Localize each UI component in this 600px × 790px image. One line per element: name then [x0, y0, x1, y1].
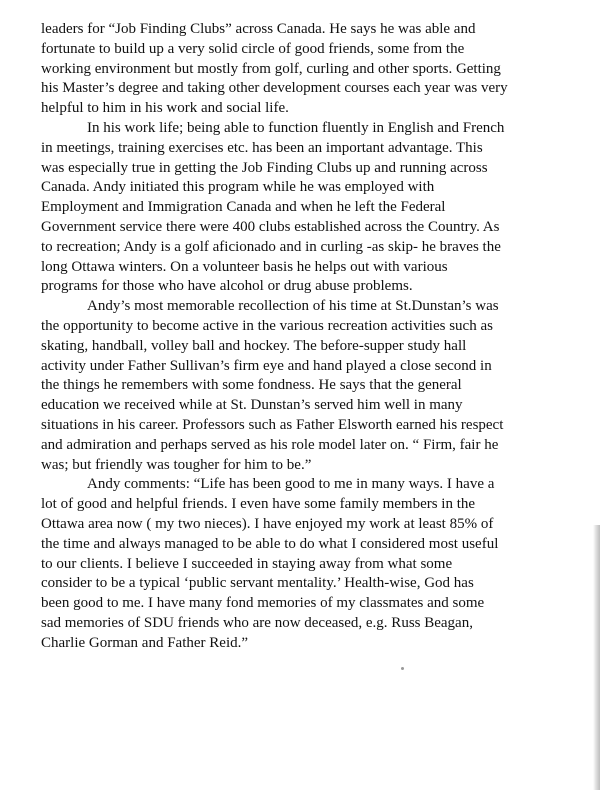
text-line: the time and always managed to be able to do what I considered most useful [41, 535, 499, 552]
text-line: Andy’s most memorable recollection of his time at St.Dunstan’s was [87, 298, 499, 315]
document-body [41, 20, 573, 654]
text-line: to recreation; Andy is a golf aficionado and in curling -as skip- he braves the [41, 238, 501, 255]
text-line: his Master’s degree and taking other development courses each year was very [41, 80, 508, 97]
text-line: and admiration and perhaps served as his role model later on. “ Firm, fair he [41, 436, 499, 453]
text-line: the opportunity to become active in the various recreation activities such as [41, 317, 493, 334]
paragraph [41, 297, 573, 475]
text-line: Ottawa area now ( my two nieces). I have enjoyed my work at least 85% of [41, 515, 494, 532]
text-line: helpful to him in his work and social life. [41, 100, 289, 117]
text-line: the things he remembers with some fondness. He says that the general [41, 377, 462, 394]
text-line: In his work life; being able to function fluently in English and French [87, 119, 505, 136]
text-line: skating, handball, volley ball and hockey. The before-supper study hall [41, 337, 467, 354]
text-line: in meetings, training exercises etc. has been an important advantage. This [41, 139, 483, 156]
paragraph [41, 119, 573, 297]
text-line: consider to be a typical ‘public servant mentality.’ Health-wise, God has [41, 575, 474, 592]
text-line: lot of good and helpful friends. I even have some family members in the [41, 496, 476, 513]
text-line: been good to me. I have many fond memories of my classmates and some [41, 595, 485, 612]
text-line: was; but friendly was tougher for him to be.” [41, 456, 312, 473]
text-line: sad memories of SDU friends who are now deceased, e.g. Russ Beagan, [41, 614, 473, 631]
text-line: to our clients. I believe I succeeded in staying away from what some [41, 555, 453, 572]
text-line: Government service there were 400 clubs established across the Country. As [41, 218, 500, 235]
text-line: working environment but mostly from golf, curling and other sports. Getting [41, 60, 501, 77]
scan-speck [401, 667, 404, 670]
text-line: was especially true in getting the Job Finding Clubs up and running across [41, 159, 488, 176]
text-line: Employment and Immigration Canada and when he left the Federal [41, 199, 446, 216]
text-line: Canada. Andy initiated this program while he was employed with [41, 179, 435, 196]
scan-edge-shadow [593, 525, 600, 790]
text-line: long Ottawa winters. On a volunteer basis he helps out with various [41, 258, 448, 275]
text-line: programs for those who have alcohol or drug abuse problems. [41, 278, 413, 295]
text-line: situations in his career. Professors such as Father Elsworth earned his respect [41, 416, 504, 433]
text-line: Andy comments: “Life has been good to me in many ways. I have a [87, 476, 495, 493]
text-line: Charlie Gorman and Father Reid.” [41, 634, 249, 651]
text-line: activity under Father Sullivan’s firm eye and hand played a close second in [41, 357, 492, 374]
text-line: leaders for “Job Finding Clubs” across Canada. He says he was able and [41, 21, 476, 37]
text-line: fortunate to build up a very solid circle of good friends, some from the [41, 40, 465, 57]
paragraph [41, 475, 573, 653]
text-line: education we received while at St. Dunstan’s served him well in many [41, 397, 463, 414]
paragraph [41, 20, 573, 119]
